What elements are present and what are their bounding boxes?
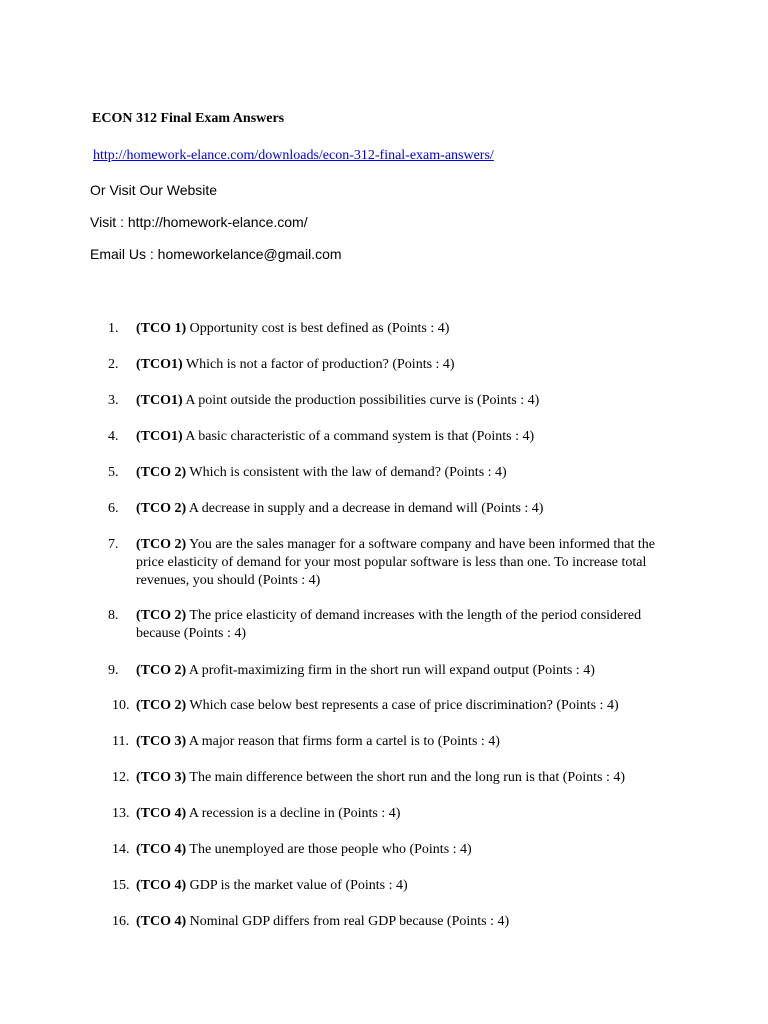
list-item	[112, 733, 681, 751]
list-item	[108, 607, 681, 643]
question-text: You are the sales manager for a software company and have been informed that the price elasticity of demand for your most popular software is less than one. To increase total revenues, you should (Points : 4)	[136, 537, 656, 588]
question-text: A recession is a decline in (Points : 4)	[186, 806, 401, 821]
question-tco: (TCO1)	[136, 429, 183, 444]
question-text: Nominal GDP differs from real GDP because (Points : 4)	[186, 914, 510, 929]
list-item	[112, 697, 681, 715]
list-item	[108, 464, 681, 482]
download-link[interactable]: http://homework-elance.com/downloads/econ-312-final-exam-answers/	[93, 148, 494, 163]
question-text: A profit-maximizing firm in the short run will expand output (Points : 4)	[186, 663, 595, 678]
list-item	[108, 428, 681, 446]
question-tco: (TCO1)	[136, 393, 183, 408]
question-text: The price elasticity of demand increases with the length of the period considered because (Points : 4)	[136, 608, 642, 641]
question-number: 14.	[112, 842, 130, 857]
question-text: A major reason that firms form a cartel is to (Points : 4)	[186, 734, 500, 749]
document-title: ECON 312 Final Exam Answers	[92, 111, 285, 126]
question-number: 2.	[108, 357, 119, 372]
list-item	[108, 500, 681, 518]
question-tco: (TCO 2)	[136, 465, 187, 480]
question-tco: (TCO 2)	[136, 698, 187, 713]
question-text: Which is consistent with the law of demand? (Points : 4)	[186, 465, 507, 480]
question-number: 8.	[108, 608, 119, 623]
list-item	[112, 913, 681, 931]
question-number: 9.	[108, 663, 119, 678]
question-text: Which is not a factor of production? (Points : 4)	[182, 357, 455, 372]
question-text: A basic characteristic of a command system is that (Points : 4)	[182, 429, 535, 444]
question-number: 11.	[112, 734, 129, 749]
list-item	[112, 877, 681, 895]
question-tco: (TCO 2)	[136, 663, 187, 678]
question-number: 4.	[108, 429, 119, 444]
question-number: 1.	[108, 321, 119, 336]
question-number: 5.	[108, 465, 119, 480]
list-item	[112, 769, 681, 787]
question-text: The unemployed are those people who (Points : 4)	[186, 842, 472, 857]
question-number: 15.	[112, 878, 130, 893]
question-number: 6.	[108, 501, 119, 516]
question-tco: (TCO 2)	[136, 537, 187, 552]
question-tco: (TCO 3)	[136, 734, 187, 749]
question-tco: (TCO1)	[136, 357, 183, 372]
question-number: 3.	[108, 393, 119, 408]
list-item	[108, 536, 681, 590]
question-tco: (TCO 2)	[136, 501, 187, 516]
question-tco: (TCO 1)	[136, 321, 187, 336]
question-tco: (TCO 4)	[136, 878, 187, 893]
question-tco: (TCO 4)	[136, 842, 187, 857]
question-number: 16.	[112, 914, 130, 929]
list-item	[112, 841, 681, 859]
question-number: 7.	[108, 537, 119, 552]
question-text: A decrease in supply and a decrease in demand will (Points : 4)	[186, 501, 544, 516]
list-item	[112, 805, 681, 823]
question-tco: (TCO 3)	[136, 770, 187, 785]
question-text: The main difference between the short run and the long run is that (Points : 4)	[186, 770, 625, 785]
question-text: GDP is the market value of (Points : 4)	[186, 878, 408, 893]
visit-url-line: Visit : http://homework-elance.com/	[90, 214, 308, 230]
list-item	[108, 392, 681, 410]
question-tco: (TCO 2)	[136, 608, 187, 623]
question-text: Opportunity cost is best defined as (Points : 4)	[186, 321, 450, 336]
question-number: 10.	[112, 698, 130, 713]
question-number: 13.	[112, 806, 130, 821]
question-number: 12.	[112, 770, 130, 785]
list-item	[108, 662, 681, 680]
question-text: A point outside the production possibilities curve is (Points : 4)	[182, 393, 540, 408]
question-tco: (TCO 4)	[136, 806, 187, 821]
list-item	[108, 320, 681, 338]
list-item	[108, 356, 681, 374]
visit-website-text: Or Visit Our Website	[90, 182, 218, 198]
question-text: Which case below best represents a case of price discrimination? (Points : 4)	[186, 698, 619, 713]
question-tco: (TCO 4)	[136, 914, 187, 929]
email-line: Email Us : homeworkelance@gmail.com	[90, 246, 342, 262]
